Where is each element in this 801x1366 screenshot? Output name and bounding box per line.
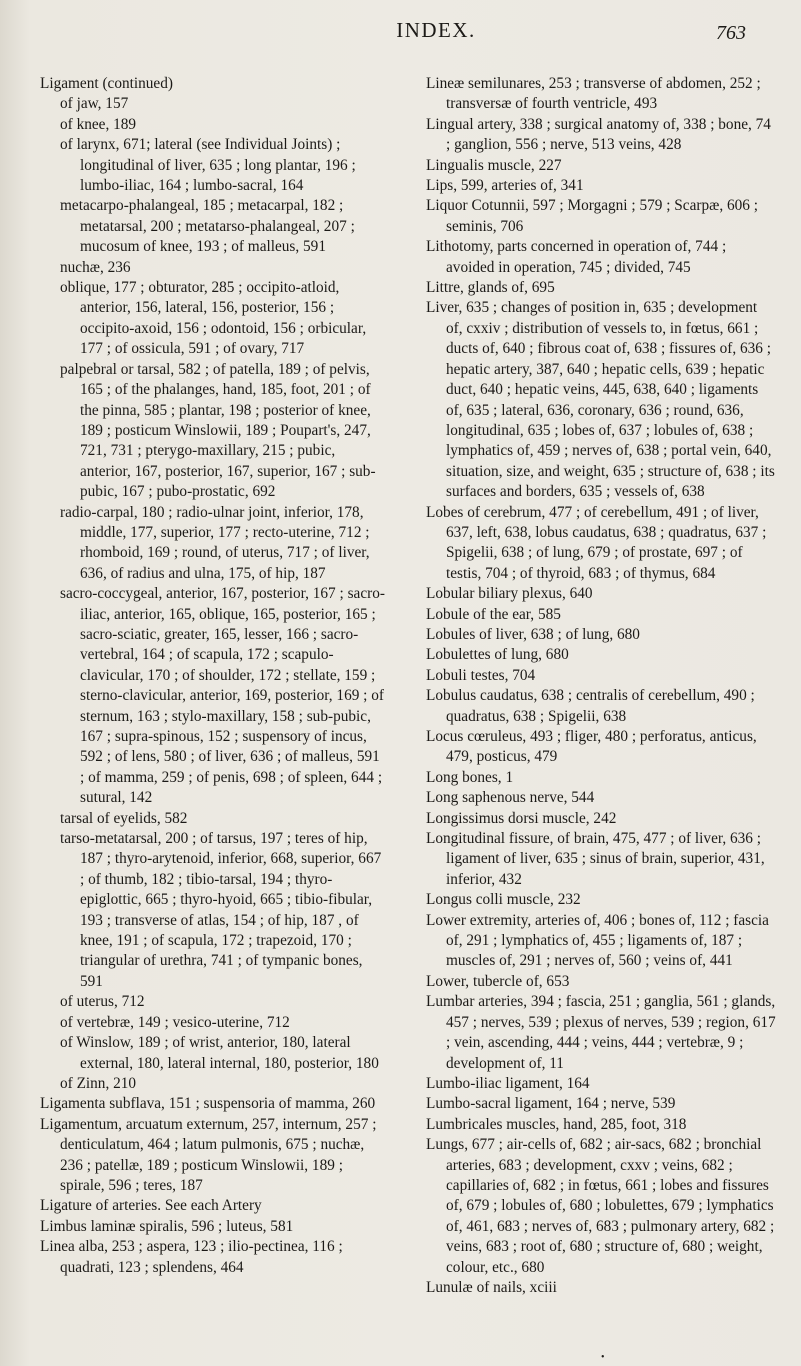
index-entry: Lumbo-iliac ligament, 164: [426, 1074, 590, 1092]
right-index-column: [426, 74, 776, 1298]
index-entry: Ligature of arteries. See each Artery: [40, 1197, 262, 1215]
index-entry: Lunulæ of nails, xciii: [426, 1278, 557, 1296]
index-entry: of knee, 189: [60, 115, 137, 133]
index-entry: oblique, 177 ; obturator, 285 ; occipito-atloid, anterior, 156, lateral, 156, posterior, 156 ; occipito-axoid, 156 ; odontoid, 156 ; orbicular, 177 ; of ossicula, 591 ; of ovary, 717: [60, 279, 367, 358]
index-entry: Lineæ semilunares, 253 ; transverse of abdomen, 252 ; transversæ of fourth ventricle, 493: [426, 75, 761, 113]
index-entry: Long saphenous nerve, 544: [426, 789, 595, 807]
index-entry: Lobular biliary plexus, 640: [426, 585, 593, 603]
index-entry: Liver, 635 ; changes of position in, 635 ; development of, cxxiv ; distribution of vessels to, in fœtus, 661 ; ducts of, 640 ; fibrous coat of, 638 ; fissures of, 636 ; hepatic artery, 387, 640 ; hepatic cells, 639 ; hepatic duct, 640 ; hepatic veins, 445, 638, 640 ; ligaments of, 635 ; lateral, 636, coronary, 636 ; round, 636, longitudinal, 635 ; lobes of, 637 ; lobules of, 638 ; lymphatics of, 459 ; nerves of, 638 ; portal vein, 640, situation, size, and weight, 635 ; structure of, 638 ; its surfaces and borders, 635 ; vessels of, 638: [426, 299, 775, 501]
index-entry: Limbus laminæ spiralis, 596 ; luteus, 581: [40, 1217, 294, 1235]
index-entry: Ligamentum, arcuatum externum, 257, internum, 257 ; denticulatum, 464 ; latum pulmonis, 675 ; nuchæ, 236 ; patellæ, 189 ; posticum Winslowii, 189 ; spirale, 596 ; teres, 187: [40, 1115, 377, 1194]
index-entry: radio-carpal, 180 ; radio-ulnar joint, inferior, 178, middle, 177, superior, 177 ; recto-uterine, 712 ; rhomboid, 169 ; round, of uterus, 717 ; of liver, 636, of radius and ulna, 175, of hip, 187: [60, 503, 370, 582]
index-entry: Longitudinal fissure, of brain, 475, 477 ; of liver, 636 ; ligament of liver, 635 ; sinus of brain, superior, 431, inferior, 432: [426, 830, 765, 888]
index-entry: Linea alba, 253 ; aspera, 123 ; ilio-pectinea, 116 ; quadrati, 123 ; splendens, 464: [40, 1238, 343, 1276]
index-entry: Lumbricales muscles, hand, 285, foot, 318: [426, 1115, 687, 1133]
index-entry: Longus colli muscle, 232: [426, 891, 581, 909]
index-entry: Ligament (continued): [40, 75, 173, 92]
index-entry: Lumbar arteries, 394 ; fascia, 251 ; ganglia, 561 ; glands, 457 ; nerves, 539 ; plexus of nerves, 539 ; region, 617 ; vein, ascending, 444 ; veins, 444 ; vertebræ, 9 ; development of, 11: [426, 993, 776, 1072]
index-entry: of Zinn, 210: [60, 1074, 137, 1092]
stray-mark: •: [601, 1352, 605, 1363]
index-entry: tarsal of eyelids, 582: [60, 809, 188, 827]
page-header: [0, 18, 801, 48]
index-entry: Ligamenta subflava, 151 ; suspensoria of mamma, 260: [40, 1095, 376, 1113]
index-entry: Lower extremity, arteries of, 406 ; bones of, 112 ; fascia of, 291 ; lymphatics of, 455 ; ligaments of, 187 ; muscles of, 291 ; nerves of, 560 ; veins of, 441: [426, 911, 769, 970]
index-entry: of larynx, 671; lateral (see Individual Joints) ; longitudinal of liver, 635 ; long plantar, 196 ; lumbo-iliac, 164 ; lumbo-sacral, 164: [60, 136, 356, 195]
index-entry: Lobule of the ear, 585: [426, 605, 561, 623]
page-number: 763: [716, 22, 746, 44]
index-entry: Lingualis muscle, 227: [426, 156, 562, 174]
index-entry: of vertebræ, 149 ; vesico-uterine, 712: [60, 1013, 290, 1031]
index-entry: Lobulus caudatus, 638 ; centralis of cerebellum, 490 ; quadratus, 638 ; Spigelii, 638: [426, 687, 755, 725]
index-entry: Lithotomy, parts concerned in operation of, 744 ; avoided in operation, 745 ; divided, 745: [426, 238, 727, 276]
index-entry: Longissimus dorsi muscle, 242: [426, 809, 617, 827]
index-entry: Lungs, 677 ; air-cells of, 682 ; air-sacs, 682 ; bronchial arteries, 683 ; development, cxxv ; veins, 682 ; capillaries of, 682 ; in fœtus, 661 ; lobes and fissures of, 679 ; lobules of, 680 ; lobulettes, 679 ; lymphatics of, 461, 683 ; nerves of, 683 ; pulmonary artery, 682 ; veins, 683 ; root of, 680 ; structure of, 680 ; weight, colour, etc., 680: [426, 1136, 775, 1276]
index-entry: Liquor Cotunnii, 597 ; Morgagni ; 579 ; Scarpæ, 606 ; seminis, 706: [426, 197, 758, 235]
index-entry: Lobules of liver, 638 ; of lung, 680: [426, 625, 640, 643]
left-index-column: [40, 74, 385, 1278]
index-entry: Lower, tubercle of, 653: [426, 972, 570, 990]
index-entry: metacarpo-phalangeal, 185 ; metacarpal, 182 ; metatarsal, 200 ; metatarso-phalangeal, 207 ; mucosum of knee, 193 ; of malleus, 591: [60, 197, 355, 256]
index-entry: Lips, 599, arteries of, 341: [426, 177, 584, 195]
running-title: INDEX.: [396, 18, 476, 42]
index-entry: Lumbo-sacral ligament, 164 ; nerve, 539: [426, 1095, 676, 1113]
index-entry: Locus cœruleus, 493 ; fliger, 480 ; perforatus, anticus, 479, posticus, 479: [426, 728, 757, 766]
index-entry: Littre, glands of, 695: [426, 279, 555, 297]
index-entry: nuchæ, 236: [60, 258, 131, 276]
index-entry: Lingual artery, 338 ; surgical anatomy of, 338 ; bone, 74 ; ganglion, 556 ; nerve, 513 veins, 428: [426, 115, 771, 154]
index-entry: of uterus, 712: [60, 993, 145, 1011]
index-entry: of jaw, 157: [60, 95, 129, 113]
index-entry: Lobes of cerebrum, 477 ; of cerebellum, 491 ; of liver, 637, left, 638, lobus caudatus, 638 ; quadratus, 637 ; Spigelii, 638 ; of lung, 679 ; of prostate, 697 ; of testis, 704 ; of thyroid, 683 ; of thymus, 684: [426, 503, 767, 582]
index-entry: of Winslow, 189 ; of wrist, anterior, 180, lateral external, 180, lateral internal, 180, posterior, 180: [60, 1034, 379, 1072]
index-entry: Long bones, 1: [426, 768, 514, 786]
index-entry: Lobulettes of lung, 680: [426, 646, 569, 664]
index-entry: palpebral or tarsal, 582 ; of patella, 189 ; of pelvis, 165 ; of the phalanges, hand, 185, foot, 201 ; of the pinna, 585 ; plantar, 198 ; posterior of knee, 189 ; posticum Winslowii, 189 ; Poupart's, 247, 721, 731 ; pterygo-maxillary, 215 ; pubic, anterior, 167, posterior, 167, superior, 167 ; sub-pubic, 167 ; pubo-prostatic, 692: [60, 360, 376, 501]
index-entry: sacro-coccygeal, anterior, 167, posterior, 167 ; sacro-iliac, anterior, 165, oblique, 165, posterior, 165 ; sacro-sciatic, greater, 165, lesser, 166 ; sacro-vertebral, 164 ; of scapula, 172 ; scapulo-clavicular, 170 ; of shoulder, 172 ; stellate, 159 ; sterno-clavicular, anterior, 169, posterior, 169 ; of sternum, 163 ; stylo-maxillary, 158 ; sub-pubic, 167 ; supra-spinous, 152 ; suspensory of incus, 592 ; of lens, 580 ; of liver, 636 ; of malleus, 591 ; of mamma, 259 ; of penis, 698 ; of spleen, 644 ; sutural, 142: [60, 585, 385, 807]
index-entry: Lobuli testes, 704: [426, 666, 536, 684]
index-entry: tarso-metatarsal, 200 ; of tarsus, 197 ; teres of hip, 187 ; thyro-arytenoid, inferior, 668, superior, 667 ; of thumb, 182 ; tibio-tarsal, 194 ; thyro-epiglottic, 665 ; thyro-hyoid, 665 ; tibio-fibular, 193 ; transverse of atlas, 154 ; of hip, 187 , of knee, 191 ; of scapula, 172 ; trapezoid, 170 ; triangular of urethra, 741 ; of tympanic bones, 591: [60, 830, 382, 990]
